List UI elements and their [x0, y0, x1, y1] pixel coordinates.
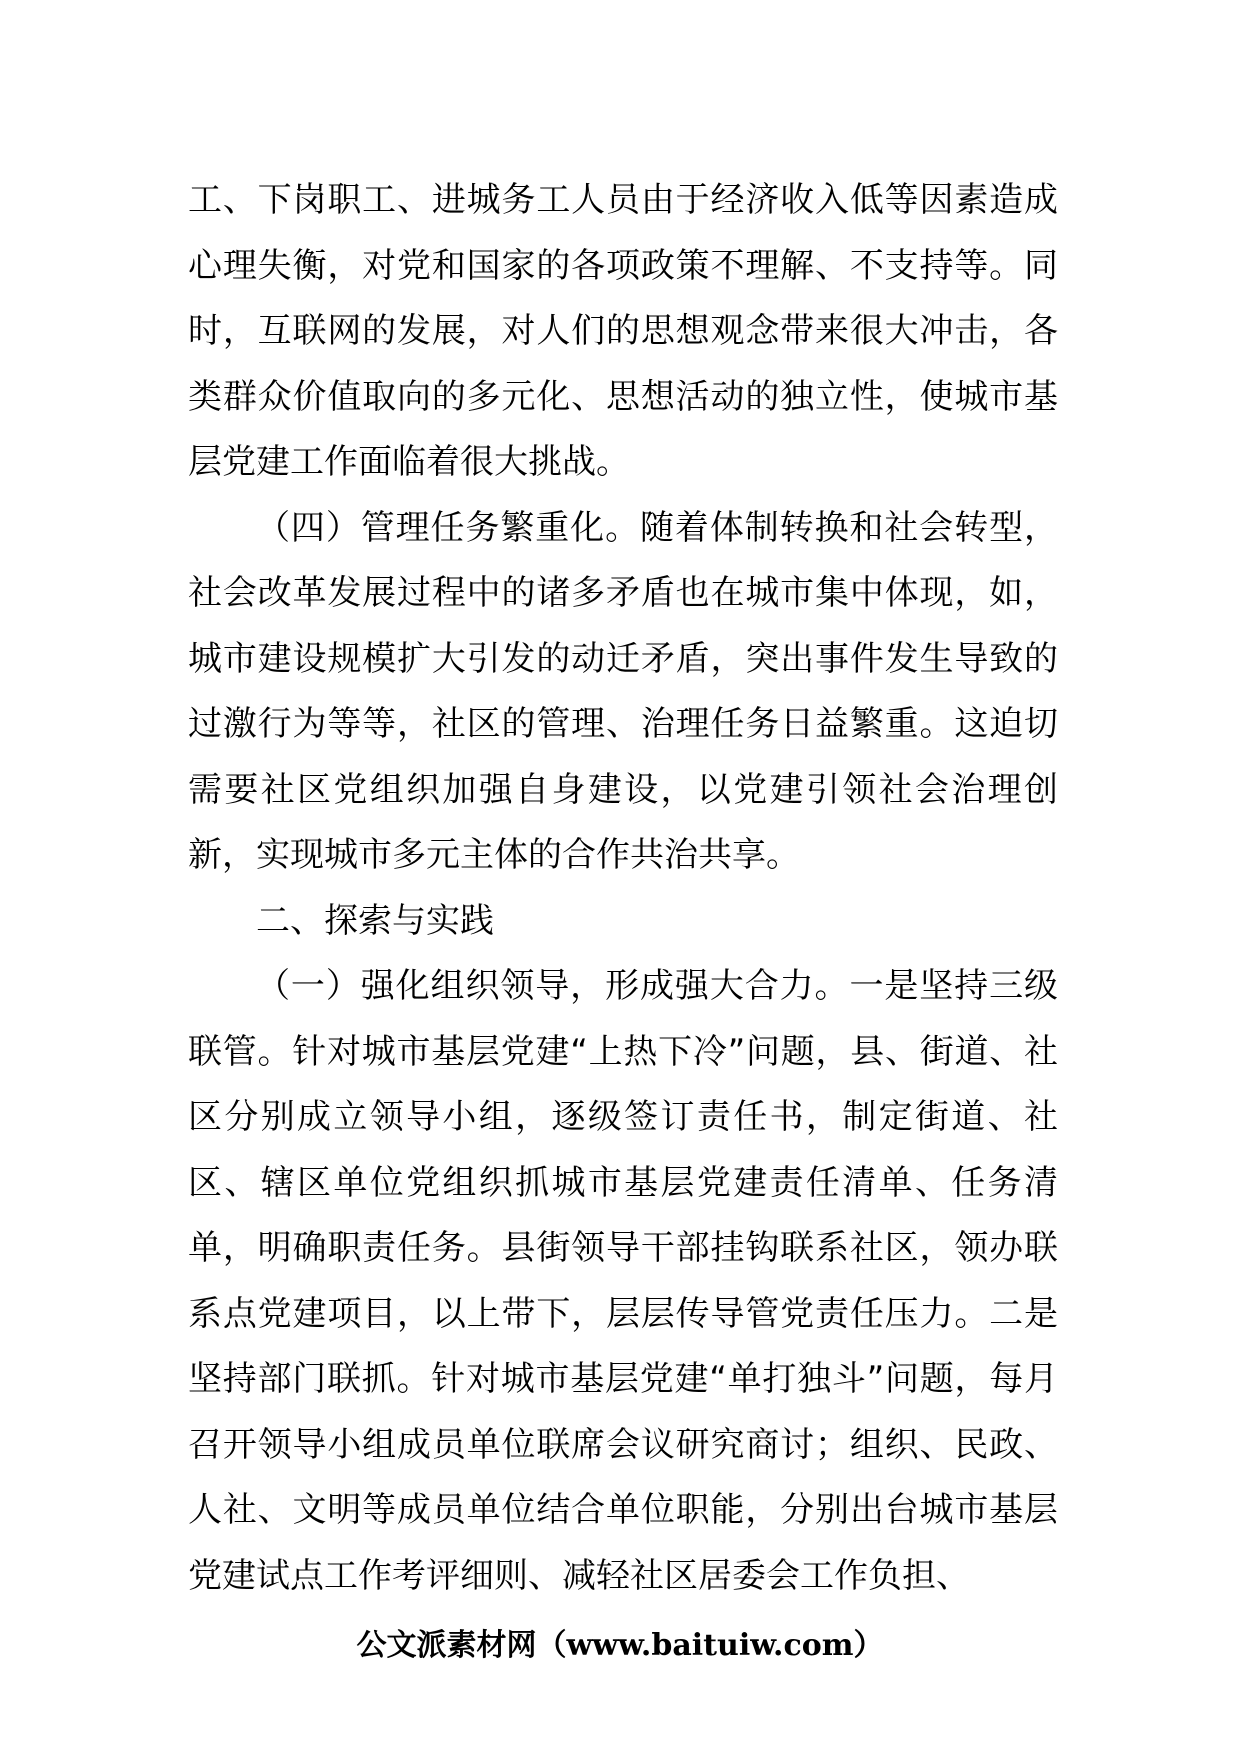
paragraph-section-4: （四）管理任务繁重化。随着体制转换和社会转型，社会改革发展过程中的诸多矛盾也在城市集中体现，如，城市建设规模扩大引发的动迁矛盾，突出事件发生导致的过激行为等等，社区的管理、治理任务日益繁重。这迫切需要社区党组织加强自身建设，以党建引领社会治理创新，实现城市多元主体的合作共治共享。 — [188, 507, 1058, 875]
paragraph-continuation: 工、下岗职工、进城务工人员由于经济收入低等因素造成心理失衡，对党和国家的各项政策不理解、不支持等。同时，互联网的发展，对人们的思想观念带来很大冲击，各类群众价值取向的多元化、思想活动的独立性，使城市基层党建工作面临着很大挑战。 — [188, 180, 1058, 482]
paragraph-subsection-1: （一）强化组织领导，形成强大合力。一是坚持三级联管。针对城市基层党建“上热下冷”问题，县、街道、社区分别成立领导小组，逐级签订责任书，制定街道、社区、辖区单位党组织抓城市基层党建责任清单、任务清单，明确职责任务。县街领导干部挂钩联系社区，领办联系点党建项目，以上带下，层层传导管党责任压力。二是坚持部门联抓。针对城市基层党建“单打独斗”问题，每月召开领导小组成员单位联席会议研究商讨；组织、民政、人社、文明等成员单位结合单位职能，分别出台城市基层党建试点工作考评细则、减轻社区居委会工作负担、 — [188, 966, 1058, 1596]
footer-watermark: 公文派素材网（www.baituiw.com） — [356, 1628, 884, 1663]
document-body — [188, 168, 1058, 1609]
section-heading-exploration: 二、探索与实践 — [256, 900, 494, 941]
